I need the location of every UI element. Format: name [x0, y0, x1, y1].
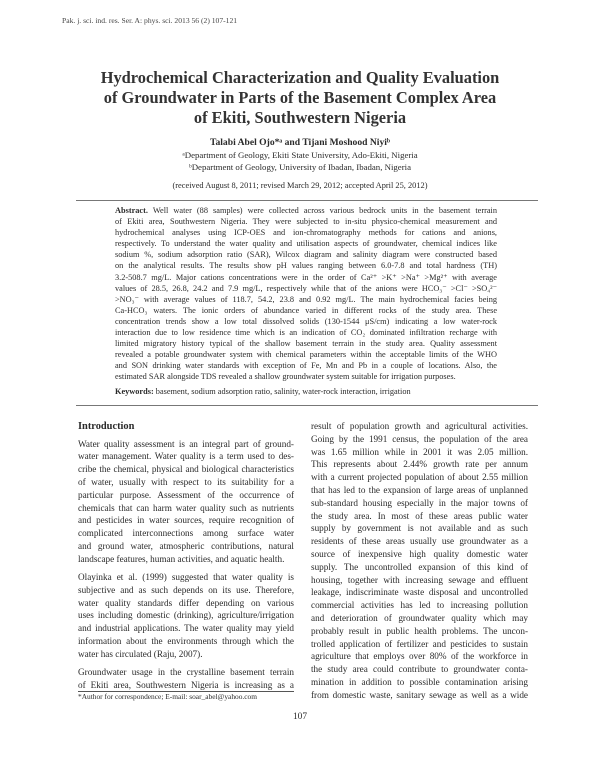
section-heading: Introduction — [78, 421, 135, 432]
body-line: with a current projected population of about 2.55 million — [311, 472, 528, 483]
body-line: and industrial applications. The water quality may yield — [78, 623, 294, 634]
body-line: cribe the chemical, physical and biological characteristics — [78, 464, 294, 475]
body-line: and deterioration of groundwater quality which may — [311, 612, 528, 623]
body-line: complicated interconnections among surface water — [78, 528, 294, 539]
abstract-text: concentration trends show a low total dissolved solids (130-1544 μS/cm) indicating a low water-rock — [115, 316, 497, 326]
abstract-text: sodium %, sodium adsorption ratio (SAR), Wilcox diagram and salinity diagram were constructed based — [115, 250, 497, 260]
abstract-line — [115, 249, 497, 260]
keywords-label: Keywords: — [115, 387, 154, 396]
body-line: water management. Water quality is a term used to des- — [78, 451, 294, 462]
body-line: of water, usually with respect to its suitability for a — [78, 476, 294, 487]
body-line: source of inexpensive high quality domestic water — [311, 548, 528, 559]
right-column — [311, 420, 528, 702]
abstract-line — [115, 360, 497, 371]
body-line: subjective and as such depends on its use. Therefore, — [78, 584, 294, 595]
divider — [76, 200, 538, 201]
body-line: was 1.65 million while in 2001 it was 2.05 million. — [311, 446, 528, 457]
abstract — [115, 205, 497, 383]
abstract-line — [115, 349, 497, 360]
body-line: that has led to the expansion of large areas of unplanned — [311, 484, 528, 495]
body-line: result of population growth and agricultural activities. — [311, 421, 528, 431]
abstract-text: >NO₃⁻ with average values of 118.7, 54.2, 23.8 and 0.92 mg/L. The main hydrochemical facies being — [115, 294, 497, 304]
body-line: mination in addition to possible contamination arising — [311, 676, 528, 687]
body-line: Groundwater usage in the crystalline basement terrain — [78, 667, 294, 678]
body-line: water quality standards differ depending on various — [78, 597, 294, 608]
body-line: landscape features, human activities, and aquatic health. — [78, 553, 285, 564]
body-line: and pesticides in water sources, require recognition of — [78, 515, 294, 526]
page-number: 107 — [292, 712, 308, 722]
abstract-text: limited migratory history typical of the shallow basement terrain in the study area. Quality assessment — [115, 339, 497, 349]
abstract-text: 3.2-508.7 mg/L. Major cations concentrations were in the order of Ca²⁺ >K⁺ >Na⁺ >Mg²⁺ with average — [115, 272, 497, 282]
left-column — [78, 420, 294, 692]
abstract-line — [115, 371, 497, 382]
authors: Talabi Abel Ojo*ᵃ and Tijani Moshood Niyiᵇ — [209, 137, 391, 148]
abstract-text: hydrochemical analyses using ICP-OES and ion-chromatography methods for cations and anions, — [115, 228, 497, 238]
abstract-line — [115, 272, 497, 283]
body-line: trolled application of fertilizer and pesticides to sustain — [311, 638, 528, 649]
body-line: the study area. In most of these areas public water — [311, 510, 528, 521]
body-line: and ground water, atmospheric contributions, natural — [78, 540, 294, 551]
journal-header: Pak. j. sci. ind. res. Ser. A: phys. sci. 2013 56 (2) 107-121 — [62, 16, 238, 25]
title-line: of Ekiti, Southwestern Nigeria — [193, 108, 407, 127]
title-line: Hydrochemical Characterization and Quality Evaluation — [100, 68, 500, 87]
abstract-text: Well water (88 samples) were collected across various bedrock units in the basement terrain — [147, 206, 497, 215]
abstract-line — [115, 305, 497, 316]
affiliation: ᵃDepartment of Geology, Ekiti State University, Ado-Ekiti, Nigeria — [182, 150, 418, 160]
body-line: This represents about 2.44% growth rate per annum — [311, 459, 528, 470]
abstract-text: revealed a potable groundwater system with chemical parameters within the acceptable limits of the WHO — [115, 350, 497, 360]
abstract-line — [115, 216, 497, 227]
footnote: *Author for correspondence; E-mail: soar_abel@yahoo.com — [78, 692, 257, 701]
body-line: probably result in public health problems. The uncon- — [311, 625, 528, 636]
body-line: information about the environments through which the — [78, 636, 294, 647]
body-line: Olayinka et al. (1999) suggested that water quality is — [78, 572, 294, 583]
received-dates: (received August 8, 2011; revised March 29, 2012; accepted April 25, 2012) — [172, 181, 428, 190]
body-line: sub-standard housing especially in the major towns of — [311, 497, 528, 508]
abstract-text: respectively. To understand the water quality and utilisation aspects of groundwater, chemical indices like — [115, 239, 497, 249]
abstract-line — [115, 294, 497, 305]
body-line: housing, together with increasing sewage and effluent — [311, 574, 528, 585]
body-line: uses including domestic (drinking), agriculture/irrigation — [78, 610, 294, 621]
abstract-text: Ca-HCO₃ waters. The ionic orders of abundance varied in different rocks of the study area. These — [115, 305, 497, 315]
body-line: residents of these areas usually use groundwater as a — [311, 536, 528, 547]
title-line: of Groundwater in Parts of the Basement Complex Area — [103, 88, 497, 107]
affiliation: ᵇDepartment of Geology, University of Ibadan, Ibadan, Nigeria — [188, 162, 411, 172]
body-line: commercial activities has led to increasing pollution — [311, 600, 528, 611]
body-line: Going by the 1991 census, the population of the area — [311, 433, 528, 444]
abstract-line — [115, 238, 497, 249]
abstract-line — [115, 227, 497, 238]
body-line: the study area could contribute to groundwater conta- — [311, 664, 528, 675]
abstract-text: estimated SAR alongside TDS revealed a shallow groundwater system suitable for irrigation purposes. — [115, 372, 456, 382]
keywords-text: basement, sodium adsorption ratio, salinity, water-rock interaction, irrigation — [153, 387, 411, 396]
body-line: from domestic waste, sanitary sewage as well as a wide — [311, 689, 528, 700]
abstract-line — [115, 327, 497, 338]
body-line: chemicals that can harm water quality such as nutrients — [78, 502, 294, 513]
body-line: particular purpose. Assessment of the occurrence of — [78, 489, 294, 500]
body-line: agriculture that employs over 80% of the workforce in — [311, 651, 528, 662]
abstract-text: interaction due to low residence time which is an indication of CO₂ dominated infiltration recharge with — [115, 328, 497, 338]
abstract-line — [115, 316, 497, 327]
abstract-line — [115, 205, 497, 216]
body-line: water has circulated (Raju, 2007). — [78, 648, 203, 659]
abstract-line — [115, 260, 497, 271]
abstract-label: Abstract. — [115, 206, 148, 215]
abstract-text: and SON drinking water standards with exception of Fe, Mn and Pb in a couple of locations. Also, the — [115, 361, 497, 371]
abstract-text: values of 28.5, 26.8, 24.2 and 7.9 mg/L, respectively while that of the anions were HCO₃⁻ >Cl⁻ >SO₄²⁻ — [115, 283, 497, 293]
abstract-line — [115, 283, 497, 294]
body-line: leakage, indiscriminate waste disposal and uncontrolled — [311, 587, 528, 598]
abstract-text: on the analytical results. The results show pH values ranging between 6.0-7.8 and total hardness (TH) — [115, 261, 497, 271]
abstract-line — [115, 338, 497, 349]
divider — [76, 405, 538, 406]
body-line: supply by government is not available and as such — [311, 523, 528, 534]
abstract-text: of Ekiti area, Southwestern Nigeria. They were subjected to in-situ physico-chemical measurement and — [115, 217, 497, 227]
paper-title — [0, 68, 600, 128]
body-line: Water quality assessment is an integral part of ground- — [78, 438, 294, 449]
body-line: supply. The uncontrolled expansion of this kind of — [311, 561, 528, 572]
keywords — [115, 386, 411, 397]
body-line: of Ekiti area, Southwestern Nigeria is increasing as a — [78, 679, 294, 690]
